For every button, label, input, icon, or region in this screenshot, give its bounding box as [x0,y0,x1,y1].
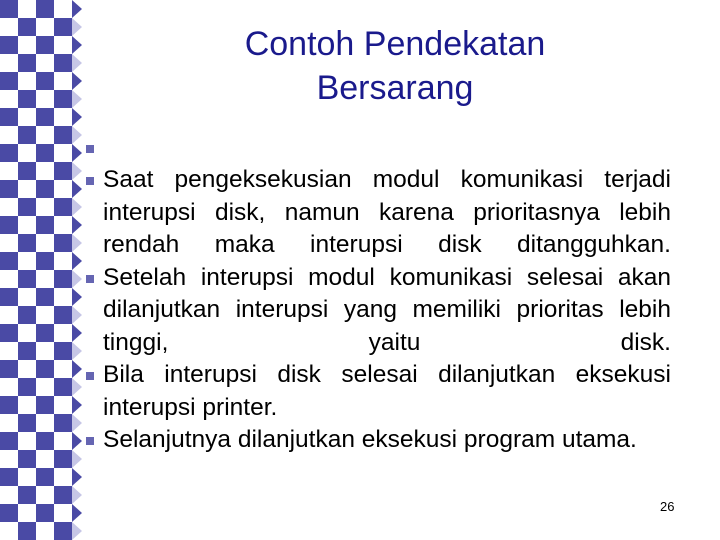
checker-square [0,378,18,396]
checker-square [54,36,72,54]
checker-square [36,234,54,252]
checker-square [36,378,54,396]
checker-square [18,0,36,18]
checker-square [18,270,36,288]
checker-square [54,162,72,180]
border-arrow-tip [72,162,82,180]
checker-square [36,198,54,216]
checker-square [36,468,54,486]
bullet-text-1: Saat pengeksekusian modul komunikasi terjadi interupsi disk, namun karena prioritasnya lebih rendah maka interupsi disk ditangguhkan. [103,166,671,258]
border-arrow-tip [72,90,82,108]
checker-square [54,342,72,360]
checker-square [18,288,36,306]
checker-square [54,288,72,306]
checker-square [54,126,72,144]
checker-square [0,126,18,144]
checker-square [18,162,36,180]
checker-square [54,468,72,486]
slide-title [150,22,640,110]
checker-square [36,432,54,450]
checker-square [0,450,18,468]
checker-square [54,234,72,252]
checker-square [36,54,54,72]
checker-square [36,342,54,360]
checker-square [0,468,18,486]
checker-square [54,72,72,90]
checker-square [18,432,36,450]
checker-square [18,306,36,324]
checker-square [36,522,54,540]
checker-square [36,0,54,18]
checker-square [0,396,18,414]
checker-square [18,450,36,468]
checker-square [36,306,54,324]
checker-square [36,504,54,522]
checker-square [36,90,54,108]
checker-square [18,198,36,216]
border-arrow-tip [72,270,82,288]
bullet-item-3 [103,359,671,424]
checker-square [0,162,18,180]
checker-square [54,216,72,234]
checker-square [18,72,36,90]
empty-bullet-marker [86,145,94,153]
checker-square [18,396,36,414]
checker-square [54,108,72,126]
checker-square [36,288,54,306]
checker-square [0,306,18,324]
border-arrow-tip [72,432,82,450]
border-arrow-tip [72,414,82,432]
checker-square [0,90,18,108]
checker-square [54,252,72,270]
checker-square [36,360,54,378]
checker-square [36,270,54,288]
bullet-item-1 [103,164,671,262]
border-arrow-tip [72,450,82,468]
bullet-list [103,164,671,457]
bullet-text-2: Setelah interupsi modul komunikasi selesai akan dilanjutkan interupsi yang memiliki prioritas lebih tinggi, yaitu disk. [103,263,671,356]
checker-square [0,234,18,252]
checker-square [36,108,54,126]
bullet-text-4: Selanjutnya dilanjutkan eksekusi program utama. [103,426,637,453]
checker-square [54,144,72,162]
border-arrow-tip [72,108,82,126]
checker-square [54,396,72,414]
border-arrow-tip [72,126,82,144]
border-arrow-tip [72,360,82,378]
border-arrow-tip [72,252,82,270]
checker-square [18,252,36,270]
checker-square [54,90,72,108]
checker-square [0,108,18,126]
checker-square [0,72,18,90]
checker-square [54,324,72,342]
border-arrow-tip [72,324,82,342]
checker-square [0,432,18,450]
border-arrow-tip [72,486,82,504]
checker-square [36,450,54,468]
checker-square [18,126,36,144]
border-arrow-tip [72,288,82,306]
checker-square [18,468,36,486]
checker-square [54,414,72,432]
checker-square [36,126,54,144]
border-arrow-tip [72,234,82,252]
checker-square [54,270,72,288]
border-arrow-tip [72,0,82,18]
checker-square [0,324,18,342]
checker-square [0,342,18,360]
checker-square [36,216,54,234]
checker-square [0,0,18,18]
checker-square [54,504,72,522]
border-arrow-tip [72,180,82,198]
checker-square [18,180,36,198]
border-arrow-tip [72,72,82,90]
border-arrow-tip [72,504,82,522]
checker-square [36,144,54,162]
checker-square [54,360,72,378]
checker-square [18,108,36,126]
checker-square [0,18,18,36]
checker-square [36,486,54,504]
border-arrow-tip [72,216,82,234]
checker-square [18,378,36,396]
checker-square [36,18,54,36]
checker-square [18,522,36,540]
page-number: 26 [660,499,675,514]
checker-square [18,36,36,54]
checker-square [18,216,36,234]
checker-square [18,90,36,108]
border-arrow-tip [72,522,82,540]
checker-square [0,414,18,432]
checker-square [0,36,18,54]
border-arrow-tip [72,54,82,72]
checker-square [0,144,18,162]
decorative-checkered-border [0,0,100,540]
checker-square [54,486,72,504]
checker-square [54,522,72,540]
checker-square [36,162,54,180]
checker-square [0,522,18,540]
checker-square [18,54,36,72]
checker-square [0,180,18,198]
checker-square [54,450,72,468]
checker-square [36,396,54,414]
checker-square [0,252,18,270]
checker-square [36,324,54,342]
border-arrow-tip [72,468,82,486]
border-arrow-tip [72,18,82,36]
checker-square [18,414,36,432]
checker-square [36,36,54,54]
border-arrow-tip [72,306,82,324]
border-arrow-tip [72,396,82,414]
checker-square [36,414,54,432]
checker-square [0,360,18,378]
checker-square [18,486,36,504]
border-arrow-tip [72,144,82,162]
checker-square [0,288,18,306]
square-bullet-icon [86,437,94,445]
square-bullet-icon [86,177,94,185]
title-line-1: Contoh Pendekatan [244,25,546,63]
checker-square [0,216,18,234]
checker-square [54,378,72,396]
checker-square [54,0,72,18]
checker-square [54,198,72,216]
checker-square [0,54,18,72]
checker-square [36,180,54,198]
checker-square [54,180,72,198]
checker-square [54,18,72,36]
checker-square [18,342,36,360]
square-bullet-icon [86,275,94,283]
title-line-2: Bersarang [316,69,474,107]
checker-square [54,306,72,324]
border-arrow-tip [72,378,82,396]
checker-square [18,234,36,252]
bullet-item-2 [103,262,671,360]
checker-square [36,252,54,270]
checker-square [18,504,36,522]
checker-square [18,144,36,162]
checker-square [54,432,72,450]
checker-square [18,360,36,378]
checker-square [0,198,18,216]
border-arrow-tip [72,36,82,54]
square-bullet-icon [86,372,94,380]
border-arrow-tip [72,198,82,216]
border-arrow-tip [72,342,82,360]
checker-square [0,270,18,288]
checker-square [0,486,18,504]
checker-square [36,72,54,90]
checker-square [18,324,36,342]
checker-square [0,504,18,522]
bullet-text-3: Bila interupsi disk selesai dilanjutkan eksekusi interupsi printer. [103,361,671,421]
bullet-item-4 [103,424,671,457]
checker-square [54,54,72,72]
checker-square [18,18,36,36]
